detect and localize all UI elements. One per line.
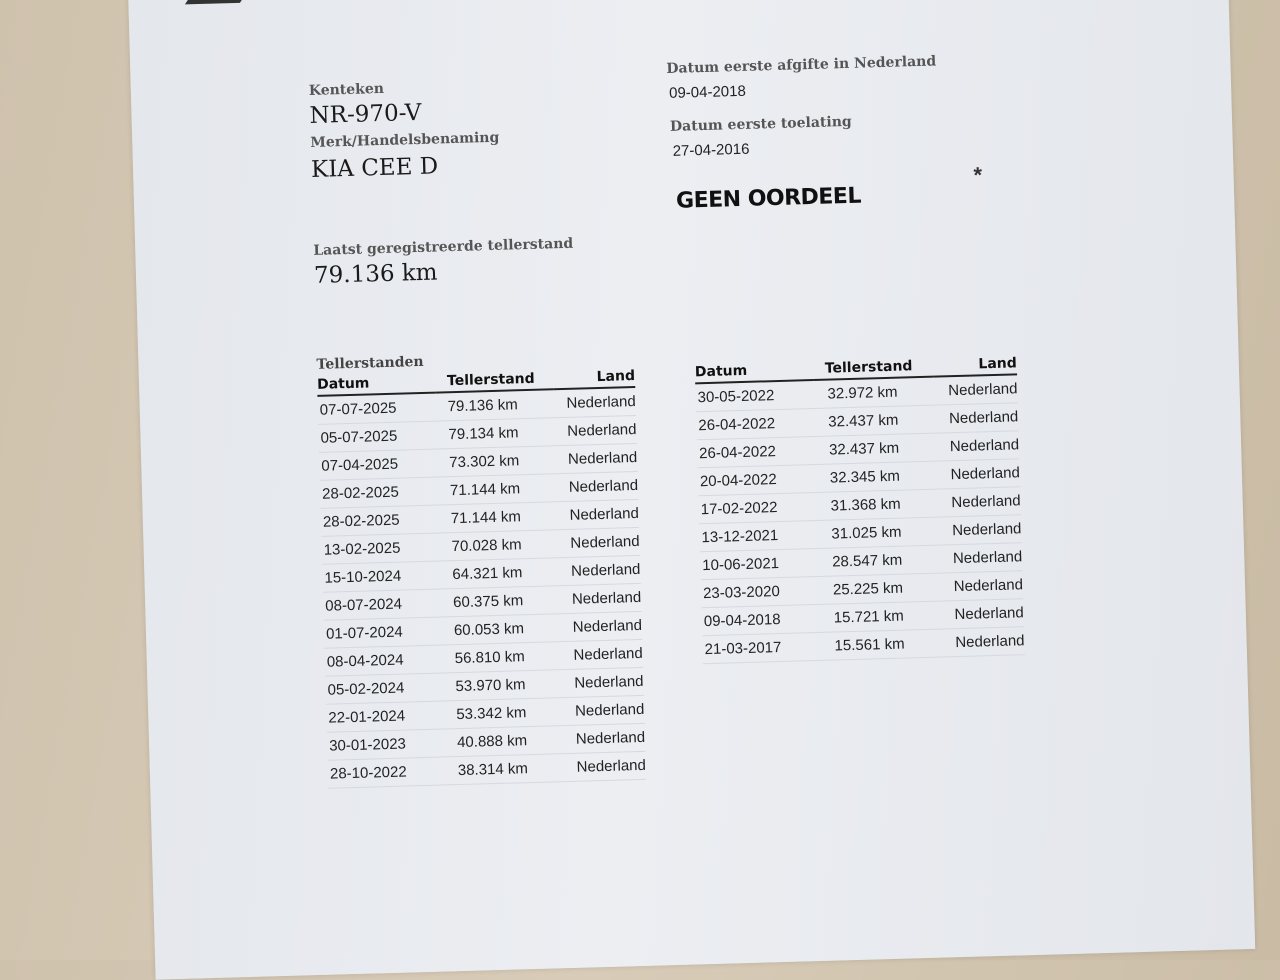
afgifte-label: Datum eerste afgifte in Nederland — [666, 53, 937, 77]
row-land: Nederland — [939, 599, 1024, 629]
row-datum: 28-02-2025 — [320, 477, 439, 508]
row-land: Nederland — [560, 611, 643, 641]
row-datum: 01-07-2024 — [324, 617, 443, 648]
row-land: Nederland — [936, 487, 1021, 517]
row-datum: 08-04-2024 — [324, 645, 443, 676]
toelating-label: Datum eerste toelating — [669, 113, 852, 135]
toelating-value: 27-04-2016 — [672, 140, 750, 160]
row-datum: 10-06-2021 — [700, 548, 819, 579]
merk-label: Merk/Handelsbenaming — [310, 129, 500, 151]
row-land: Nederland — [553, 387, 636, 418]
row-tellerstand: 40.888 km — [445, 726, 564, 757]
row-tellerstand: 15.721 km — [819, 601, 940, 632]
row-land: Nederland — [940, 627, 1025, 657]
row-datum: 21-03-2017 — [702, 632, 821, 663]
row-tellerstand: 56.810 km — [442, 642, 561, 673]
row-tellerstand: 70.028 km — [439, 530, 558, 561]
row-datum: 30-01-2023 — [327, 729, 446, 760]
row-datum: 07-07-2025 — [317, 393, 436, 425]
row-tellerstand: 60.375 km — [441, 586, 560, 617]
row-land: Nederland — [935, 459, 1020, 489]
row-land: Nederland — [559, 583, 642, 613]
row-tellerstand: 32.345 km — [816, 461, 937, 492]
row-datum: 07-04-2025 — [319, 449, 438, 480]
row-land: Nederland — [554, 415, 637, 445]
row-datum: 13-12-2021 — [699, 520, 818, 551]
row-tellerstand: 32.437 km — [815, 433, 936, 464]
row-datum: 22-01-2024 — [326, 701, 445, 732]
kenteken-value: NR-970-V — [309, 99, 422, 129]
row-land: Nederland — [937, 515, 1022, 545]
row-tellerstand: 32.437 km — [814, 405, 935, 436]
header-tellerstand: Tellerstand — [813, 358, 933, 380]
header-tellerstand: Tellerstand — [435, 370, 553, 392]
header-land: Land — [553, 368, 635, 389]
document-page — [128, 0, 1255, 980]
row-tellerstand: 71.144 km — [438, 474, 557, 505]
row-tellerstand: 31.025 km — [817, 517, 938, 548]
row-tellerstand: 79.134 km — [436, 418, 555, 449]
row-datum: 09-04-2018 — [701, 604, 820, 635]
row-datum: 28-10-2022 — [328, 757, 447, 788]
row-land: Nederland — [558, 555, 641, 585]
logo-fragment-icon — [185, 0, 247, 4]
row-datum: 28-02-2025 — [321, 505, 440, 536]
row-tellerstand: 73.302 km — [437, 446, 556, 477]
row-datum: 05-07-2025 — [318, 421, 437, 452]
row-datum: 20-04-2022 — [698, 464, 817, 495]
row-datum: 13-02-2025 — [321, 533, 440, 564]
row-datum: 23-03-2020 — [701, 576, 820, 607]
row-land: Nederland — [556, 471, 639, 501]
row-tellerstand: 71.144 km — [439, 502, 558, 533]
header-datum: Datum — [317, 374, 435, 396]
row-tellerstand: 32.972 km — [813, 377, 934, 409]
odometer-table-left — [317, 368, 646, 789]
row-land: Nederland — [560, 639, 643, 669]
row-tellerstand: 64.321 km — [440, 558, 559, 589]
row-tellerstand: 53.970 km — [443, 670, 562, 701]
oordeel-verdict: GEEN OORDEEL — [675, 183, 862, 214]
row-land: Nederland — [562, 695, 645, 725]
laatst-label: Laatst geregistreerde tellerstand — [313, 235, 574, 259]
row-tellerstand: 60.053 km — [442, 614, 561, 645]
row-land: Nederland — [938, 543, 1023, 573]
row-land: Nederland — [555, 443, 638, 473]
merk-value: KIA CEE D — [310, 153, 439, 183]
row-tellerstand: 79.136 km — [435, 389, 554, 421]
row-land: Nederland — [939, 571, 1024, 601]
header-datum: Datum — [695, 361, 813, 383]
row-land: Nederland — [556, 499, 639, 529]
asterisk-mark: * — [973, 162, 983, 188]
header-date — [664, 0, 736, 1]
row-land: Nederland — [561, 667, 644, 697]
row-tellerstand: 15.561 km — [820, 629, 941, 660]
row-datum: 30-05-2022 — [695, 380, 814, 412]
kenteken-label: Kenteken — [308, 80, 385, 99]
row-datum: 17-02-2022 — [698, 492, 817, 523]
header-land: Land — [933, 355, 1017, 376]
odometer-table-right — [695, 355, 1025, 664]
row-tellerstand: 31.368 km — [816, 489, 937, 520]
afgifte-value: 09-04-2018 — [668, 82, 747, 102]
row-land: Nederland — [563, 723, 646, 753]
row-land: Nederland — [557, 527, 640, 557]
row-tellerstand: 25.225 km — [819, 573, 940, 604]
row-land: Nederland — [934, 403, 1019, 433]
row-land: Nederland — [935, 431, 1020, 461]
row-tellerstand: 28.547 km — [818, 545, 939, 576]
row-land: Nederland — [563, 751, 646, 781]
row-land: Nederland — [933, 374, 1018, 405]
laatst-value: 79.136 km — [313, 259, 438, 289]
row-datum: 26-04-2022 — [697, 436, 816, 467]
row-tellerstand: 53.342 km — [444, 698, 563, 729]
row-datum: 05-02-2024 — [325, 673, 444, 704]
row-datum: 26-04-2022 — [696, 409, 815, 440]
row-datum: 15-10-2024 — [322, 561, 441, 592]
row-datum: 08-07-2024 — [323, 589, 442, 620]
row-tellerstand: 38.314 km — [446, 754, 565, 785]
tellerstanden-title: Tellerstanden — [316, 353, 424, 373]
